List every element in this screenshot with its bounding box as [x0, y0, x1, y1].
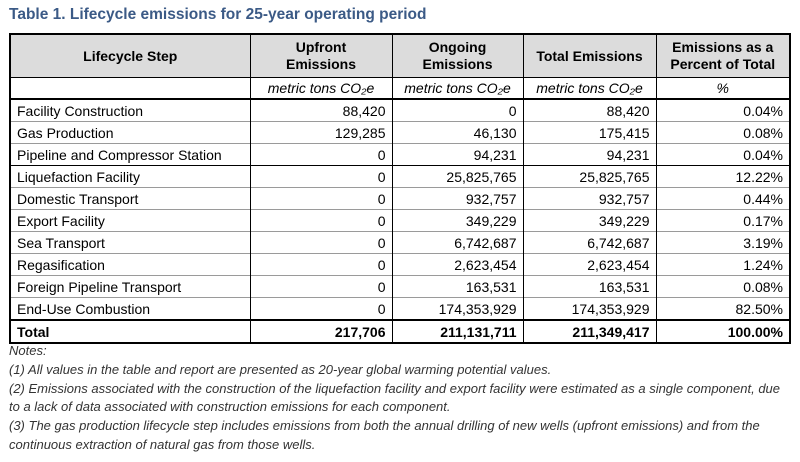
cell-percent: 0.08%: [656, 276, 790, 298]
cell-upfront: 0: [250, 232, 392, 254]
cell-upfront: 0: [250, 144, 392, 166]
cell-total: 25,825,765: [523, 166, 656, 188]
table-row: [10, 188, 790, 210]
cell-upfront: 0: [250, 254, 392, 276]
cell-total: 163,531: [523, 276, 656, 298]
unit-cell: metric tons CO₂e: [250, 78, 392, 100]
cell-percent: 0.17%: [656, 210, 790, 232]
unit-cell: metric tons CO₂e: [523, 78, 656, 100]
table-row: [10, 99, 790, 122]
cell-upfront: 0: [250, 210, 392, 232]
table-row: [10, 122, 790, 144]
note-item: (3) The gas production lifecycle step includes emissions from both the annual drilling of new wells (upfront emissions) and from the continuous extraction of natural gas from those wells.: [9, 418, 760, 452]
header-row: [10, 34, 790, 78]
unit-cell: [10, 78, 250, 100]
cell-upfront: 0: [250, 166, 392, 188]
header-lifecycle-step: Lifecycle Step: [10, 34, 250, 78]
row-label: Domestic Transport: [10, 188, 250, 210]
table-row: [10, 144, 790, 166]
row-label: Sea Transport: [10, 232, 250, 254]
row-label: Liquefaction Facility: [10, 166, 250, 188]
cell-ongoing: 174,353,929: [392, 298, 523, 321]
table-title: Table 1. Lifecycle emissions for 25-year operating period: [9, 6, 427, 23]
cell-total: 175,415: [523, 122, 656, 144]
row-label: Export Facility: [10, 210, 250, 232]
total-total: 211,349,417: [523, 320, 656, 343]
row-label: Facility Construction: [17, 102, 144, 119]
notes: [9, 342, 794, 455]
cell-upfront: 0: [250, 298, 392, 321]
total-upfront: 217,706: [250, 320, 392, 343]
table-row: [10, 298, 790, 321]
note-item: (1) All values in the table and report are presented as 20-year global warming potential values.: [9, 361, 552, 377]
note-item: (2) Emissions associated with the construction of the liquefaction facility and export facility were estimated as a single component, due to a lack of data associated with construction emissions for each component.: [9, 380, 781, 415]
header-total: Total Emissions: [523, 34, 656, 78]
cell-upfront: 129,285: [250, 122, 392, 144]
cell-percent: 82.50%: [656, 298, 790, 321]
table-row: [10, 276, 790, 298]
cell-total: 88,420: [523, 99, 656, 122]
table-row: [10, 254, 790, 276]
table-row: [10, 232, 790, 254]
cell-upfront: 88,420: [250, 99, 392, 122]
cell-total: 349,229: [523, 210, 656, 232]
row-label: End-Use Combustion: [10, 298, 250, 321]
units-row: [10, 78, 790, 100]
header-upfront: Upfront Emissions: [250, 34, 392, 78]
cell-ongoing: 932,757: [392, 188, 523, 210]
cell-ongoing: 349,229: [392, 210, 523, 232]
cell-ongoing: 46,130: [392, 122, 523, 144]
total-row: [10, 320, 790, 343]
unit-cell: %: [656, 78, 790, 100]
total-ongoing: 211,131,711: [392, 320, 523, 343]
cell-total: 174,353,929: [523, 298, 656, 321]
unit-cell: metric tons CO₂e: [392, 78, 523, 100]
cell-percent: 0.08%: [656, 122, 790, 144]
cell-total: 94,231: [523, 144, 656, 166]
cell-ongoing: 6,742,687: [392, 232, 523, 254]
header-ongoing: Ongoing Emissions: [392, 34, 523, 78]
cell-ongoing: 163,531: [392, 276, 523, 298]
cell-ongoing: 25,825,765: [392, 166, 523, 188]
row-label: Regasification: [10, 254, 250, 276]
total-percent: 100.00%: [656, 320, 790, 343]
cell-percent: 3.19%: [656, 232, 790, 254]
cell-ongoing: 94,231: [392, 144, 523, 166]
cell-total: 2,623,454: [523, 254, 656, 276]
cell-total: 932,757: [523, 188, 656, 210]
cell-percent: 1.24%: [656, 254, 790, 276]
cell-percent: 0.04%: [656, 99, 790, 122]
cell-upfront: 0: [250, 188, 392, 210]
cell-percent: 12.22%: [656, 166, 790, 188]
notes-heading: Notes:: [9, 343, 47, 358]
row-label: Gas Production: [10, 122, 250, 144]
table-row: [10, 166, 790, 188]
cell-ongoing: 0: [392, 99, 523, 122]
cell-percent: 0.04%: [656, 144, 790, 166]
total-label: Total: [10, 320, 250, 343]
cell-percent: 0.44%: [656, 188, 790, 210]
row-label: Pipeline and Compressor Station: [10, 144, 250, 166]
cell-total: 6,742,687: [523, 232, 656, 254]
table-row: [10, 210, 790, 232]
cell-ongoing: 2,623,454: [392, 254, 523, 276]
header-percent: Emissions as a Percent of Total: [656, 34, 790, 78]
row-label: Foreign Pipeline Transport: [10, 276, 250, 298]
emissions-table: [9, 33, 791, 344]
cell-upfront: 0: [250, 276, 392, 298]
